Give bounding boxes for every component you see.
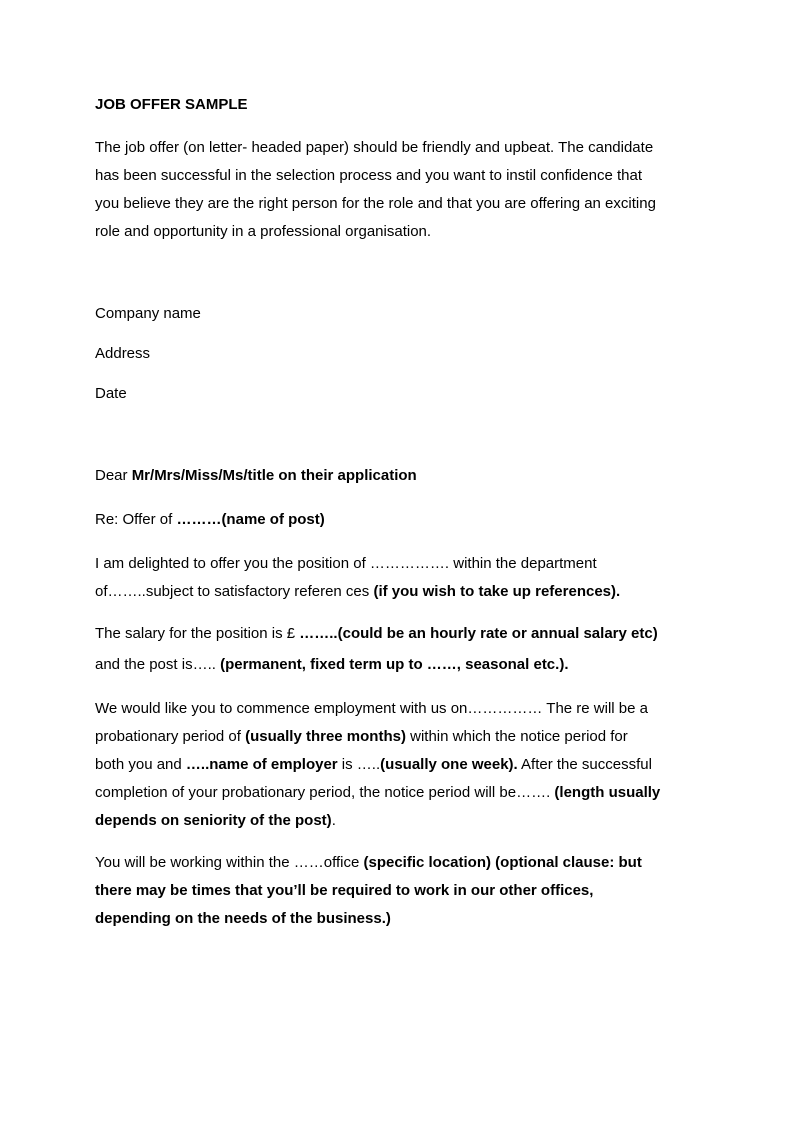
- salary-paragraph: [95, 620, 715, 695]
- post-type-text: and the post is…..: [95, 656, 221, 673]
- subject-line: [95, 506, 715, 550]
- intro-line: you believe they are the right person for the role and that you are offering an exciting: [95, 195, 656, 212]
- notice-text: both you and: [95, 756, 186, 773]
- letter-header: [95, 300, 715, 408]
- notice-mid: is …..: [337, 756, 381, 773]
- notice-tail: After the successful: [517, 756, 652, 773]
- location-bold: (specific location) (optional clause: but: [363, 854, 642, 871]
- intro-line: role and opportunity in a professional organisation.: [95, 223, 432, 240]
- subject-prefix: Re: Offer of: [95, 511, 177, 528]
- salutation: [95, 462, 715, 506]
- completion-bold: (length usually: [554, 784, 661, 801]
- address: Address: [95, 345, 151, 362]
- salutation-name: Mr/Mrs/Miss/Ms/title on their application: [131, 467, 417, 484]
- position-line-text: of……..subject to satisfactory referen ces: [95, 583, 374, 600]
- position-paragraph: [95, 550, 715, 620]
- probation-tail: within which the notice period for: [405, 728, 628, 745]
- probation-text: probationary period of: [95, 728, 246, 745]
- position-line: I am delighted to offer you the position of ……………. within the department: [95, 555, 597, 572]
- document-title: JOB OFFER SAMPLE: [95, 96, 248, 113]
- intro-paragraph: [95, 134, 715, 246]
- location-paragraph: [95, 849, 715, 933]
- seniority-tail: .: [331, 812, 336, 829]
- notice-bold: (usually one week).: [380, 756, 518, 773]
- intro-line: has been successful in the selection process and you want to instil confidence that: [95, 167, 642, 184]
- position-line-bold: (if you wish to take up references).: [373, 583, 621, 600]
- location-line: there may be times that you’ll be required to work in our other offices,: [95, 882, 594, 899]
- location-line: depending on the needs of the business.): [95, 910, 391, 927]
- intro-line: The job offer (on letter- headed paper) should be friendly and upbeat. The candidate: [95, 139, 654, 156]
- location-text: You will be working within the ……office: [95, 854, 364, 871]
- seniority-bold: depends on seniority of the post): [95, 812, 332, 829]
- salutation-prefix: Dear: [95, 467, 132, 484]
- probation-bold: (usually three months): [245, 728, 406, 745]
- employer-bold: …..name of employer: [185, 756, 338, 773]
- commence-paragraph: [95, 695, 715, 849]
- subject-post: ………(name of post): [176, 511, 325, 528]
- company-name: Company name: [95, 305, 201, 322]
- salary-bold: ……..(could be an hourly rate or annual salary etc): [299, 625, 658, 642]
- post-type-bold: (permanent, fixed term up to ……, seasonal etc.).: [220, 656, 569, 673]
- salary-text: The salary for the position is £: [95, 625, 300, 642]
- commence-line: We would like you to commence employment with us on…………… The re will be a: [95, 700, 649, 717]
- completion-text: completion of your probationary period, the notice period will be…….: [95, 784, 555, 801]
- document-body: [95, 94, 715, 933]
- date: Date: [95, 385, 127, 402]
